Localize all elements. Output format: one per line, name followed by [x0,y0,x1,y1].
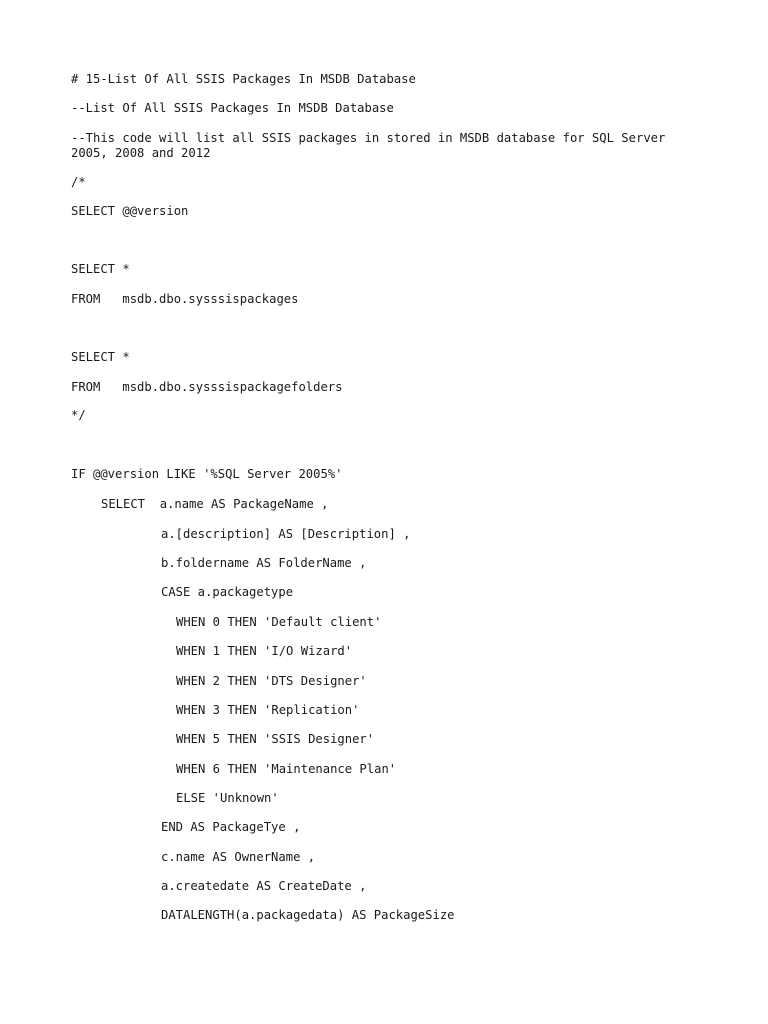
code-comment: --This code will list all SSIS packages in stored in MSDB database for SQL Server 2005, 2008 and 2012 [71,131,673,160]
code-line: c.name AS OwnerName , [161,850,316,864]
code-line: WHEN 5 THEN 'SSIS Designer' [176,732,375,746]
code-comment: --List Of All SSIS Packages In MSDB Database [71,101,394,115]
code-line: SELECT * [71,350,130,364]
code-line: WHEN 2 THEN 'DTS Designer' [176,674,367,688]
code-line: END AS PackageTye , [161,820,301,834]
code-line: IF @@version LIKE '%SQL Server 2005%' [71,467,343,481]
code-line: b.foldername AS FolderName , [161,556,367,570]
code-line: SELECT a.name AS PackageName , [101,497,329,511]
code-line: SELECT @@version [71,204,189,218]
code-line: WHEN 3 THEN 'Replication' [176,703,360,717]
code-line: WHEN 0 THEN 'Default client' [176,615,382,629]
code-line: a.[description] AS [Description] , [161,527,411,541]
code-line: FROM msdb.dbo.sysssispackages [71,292,299,306]
code-line: */ [71,408,86,422]
document-title: # 15-List Of All SSIS Packages In MSDB Database [71,72,416,86]
code-line: CASE a.packagetype [161,585,294,599]
code-line: /* [71,175,86,189]
code-line: FROM msdb.dbo.sysssispackagefolders [71,380,343,394]
code-line: SELECT * [71,262,130,276]
code-line: a.createdate AS CreateDate , [161,879,367,893]
code-line: DATALENGTH(a.packagedata) AS PackageSize [161,908,455,922]
code-line: ELSE 'Unknown' [176,791,279,805]
code-line: WHEN 6 THEN 'Maintenance Plan' [176,762,397,776]
code-line: WHEN 1 THEN 'I/O Wizard' [176,644,353,658]
